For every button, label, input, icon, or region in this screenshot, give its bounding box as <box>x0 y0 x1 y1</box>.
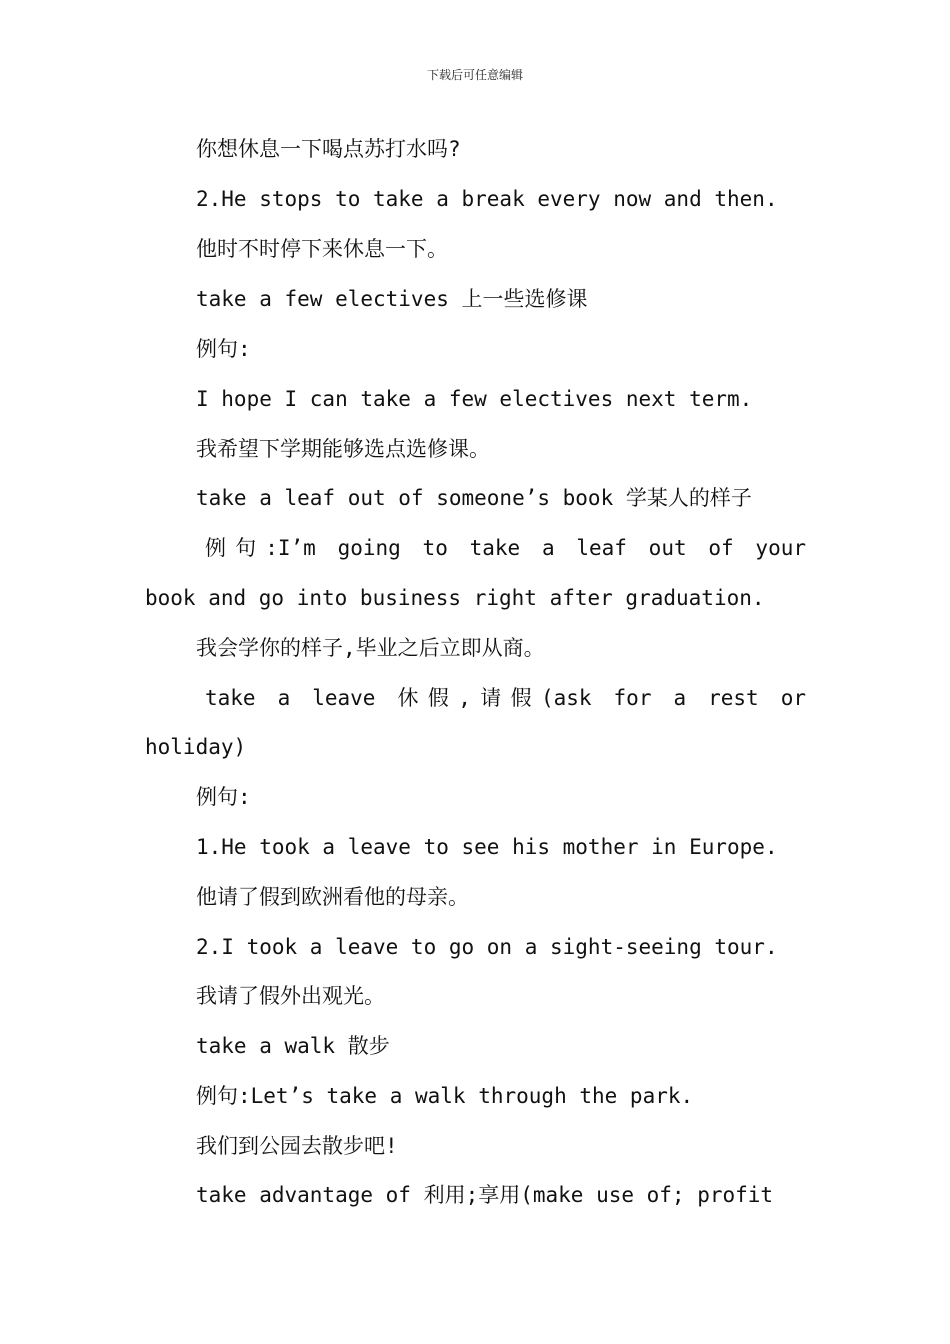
text-line: book and go into business right after graduation. <box>145 586 765 610</box>
text-line: 你想休息一下喝点苏打水吗? <box>196 137 461 161</box>
text-line: take advantage of 利用;享用(make use of; profit <box>196 1183 774 1207</box>
text-line: 他请了假到欧洲看他的母亲。 <box>196 885 469 909</box>
text-line: 例句: <box>196 337 251 361</box>
text-line: 例句:Let’s take a walk through the park. <box>196 1084 694 1108</box>
page-header: 下载后可任意编辑 <box>426 68 523 82</box>
text-line: take a leave 休假,请假(ask for a rest or <box>205 686 806 710</box>
text-line: 我会学你的样子,毕业之后立即从商。 <box>196 636 545 660</box>
text-line: 2.He stops to take a break every now and then. <box>196 187 778 211</box>
text-line: I hope I can take a few electives next term. <box>196 387 753 411</box>
text-line: take a few electives 上一些选修课 <box>196 287 588 311</box>
text-line: 他时不时停下来休息一下。 <box>196 237 448 261</box>
text-line: 2.I took a leave to go on a sight-seeing tour. <box>196 935 778 959</box>
text-line: 1.He took a leave to see his mother in Europe. <box>196 835 778 859</box>
text-line: 我希望下学期能够选点选修课。 <box>196 437 490 461</box>
text-line: take a walk 散步 <box>196 1034 390 1058</box>
text-line: take a leaf out of someone’s book 学某人的样子 <box>196 486 752 510</box>
text-line: 我请了假外出观光。 <box>196 984 385 1008</box>
text-line: 例句:I’m going to take a leaf out of your <box>205 536 806 560</box>
text-line: 我们到公园去散步吧! <box>196 1134 398 1158</box>
text-line: holiday) <box>145 735 247 759</box>
text-line: 例句: <box>196 785 251 809</box>
